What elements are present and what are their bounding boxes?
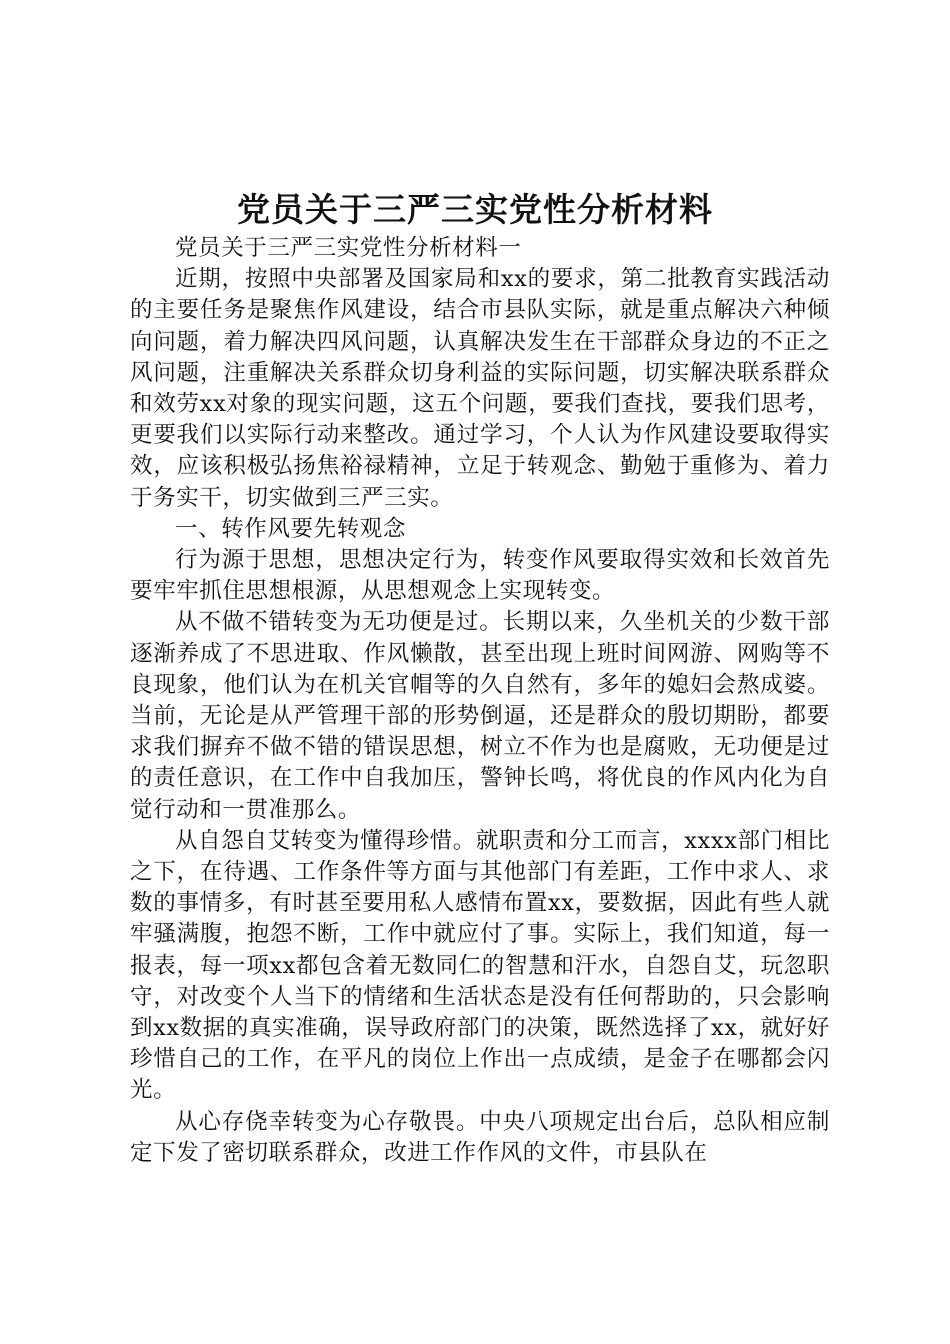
subtitle-paragraph: 党员关于三严三实党性分析材料一 xyxy=(175,235,522,261)
document-title: 党员关于三严三实党性分析材料 xyxy=(237,190,713,229)
document-body xyxy=(130,233,830,1169)
body-paragraph: 从心存侥幸转变为心存敬畏。中央八项规定出台后，总队相应制定下发了密切联系群众，改进工作作风的文件，市县队在 xyxy=(130,1108,830,1166)
body-paragraph: 从不做不错转变为无功便是过。长期以来，久坐机关的少数干部逐渐养成了不思进取、作风懒散，甚至出现上班时间网游、网购等不良现象，他们认为在机关官帽等的久自然有，多年的媳妇会熬成婆。当前，无论是从严管理干部的形势倒逼，还是群众的殷切期盼，都要求我们摒弃不做不错的错误思想，树立不作为也是腐败，无功便是过的责任意识，在工作中自我加压，警钟长鸣，将优良的作风内化为自觉行动和一贯准那么。 xyxy=(130,609,830,823)
body-paragraph: 行为源于思想，思想决定行为，转变作风要取得实效和长效首先要牢牢抓住思想根源，从思想观念上实现转变。 xyxy=(130,547,830,605)
body-paragraph: 从自怨自艾转变为懂得珍惜。就职责和分工而言，xxxx部门相比之下，在待遇、工作条件等方面与其他部门有差距，工作中求人、求数的事情多，有时甚至要用私人感情布置xx，要数据，因此有些人就牢骚满腹，抱怨不断，工作中就应付了事。实际上，我们知道，每一报表，每一项xx都包含着无数同仁的智慧和汗水，自怨自艾，玩忽职守，对改变个人当下的情绪和生活状态是没有任何帮助的，只会影响到xx数据的真实准确，误导政府部门的决策，既然选择了xx，就好好珍惜自己的工作，在平凡的岗位上作出一点成绩，是金子在哪都会闪光。 xyxy=(130,827,830,1104)
section-heading: 一、转作风要先转观念 xyxy=(175,515,407,542)
body-paragraph: 近期，按照中央部署及国家局和xx的要求，第二批教育实践活动的主要任务是聚焦作风建设，结合市县队实际，就是重点解决六种倾向问题，着力解决四风问题，认真解决发生在干部群众身边的不正之风问题，注重解决关系群众切身利益的实际问题，切实解决联系群众和效劳xx对象的现实问题，这五个问题，要我们查找，要我们思考，更要我们以实际行动来整改。通过学习，个人认为作风建设要取得实效，应该积极弘扬焦裕禄精神，立足于转观念、勤勉于重修为、着力于务实干，切实做到三严三实。 xyxy=(130,266,830,511)
